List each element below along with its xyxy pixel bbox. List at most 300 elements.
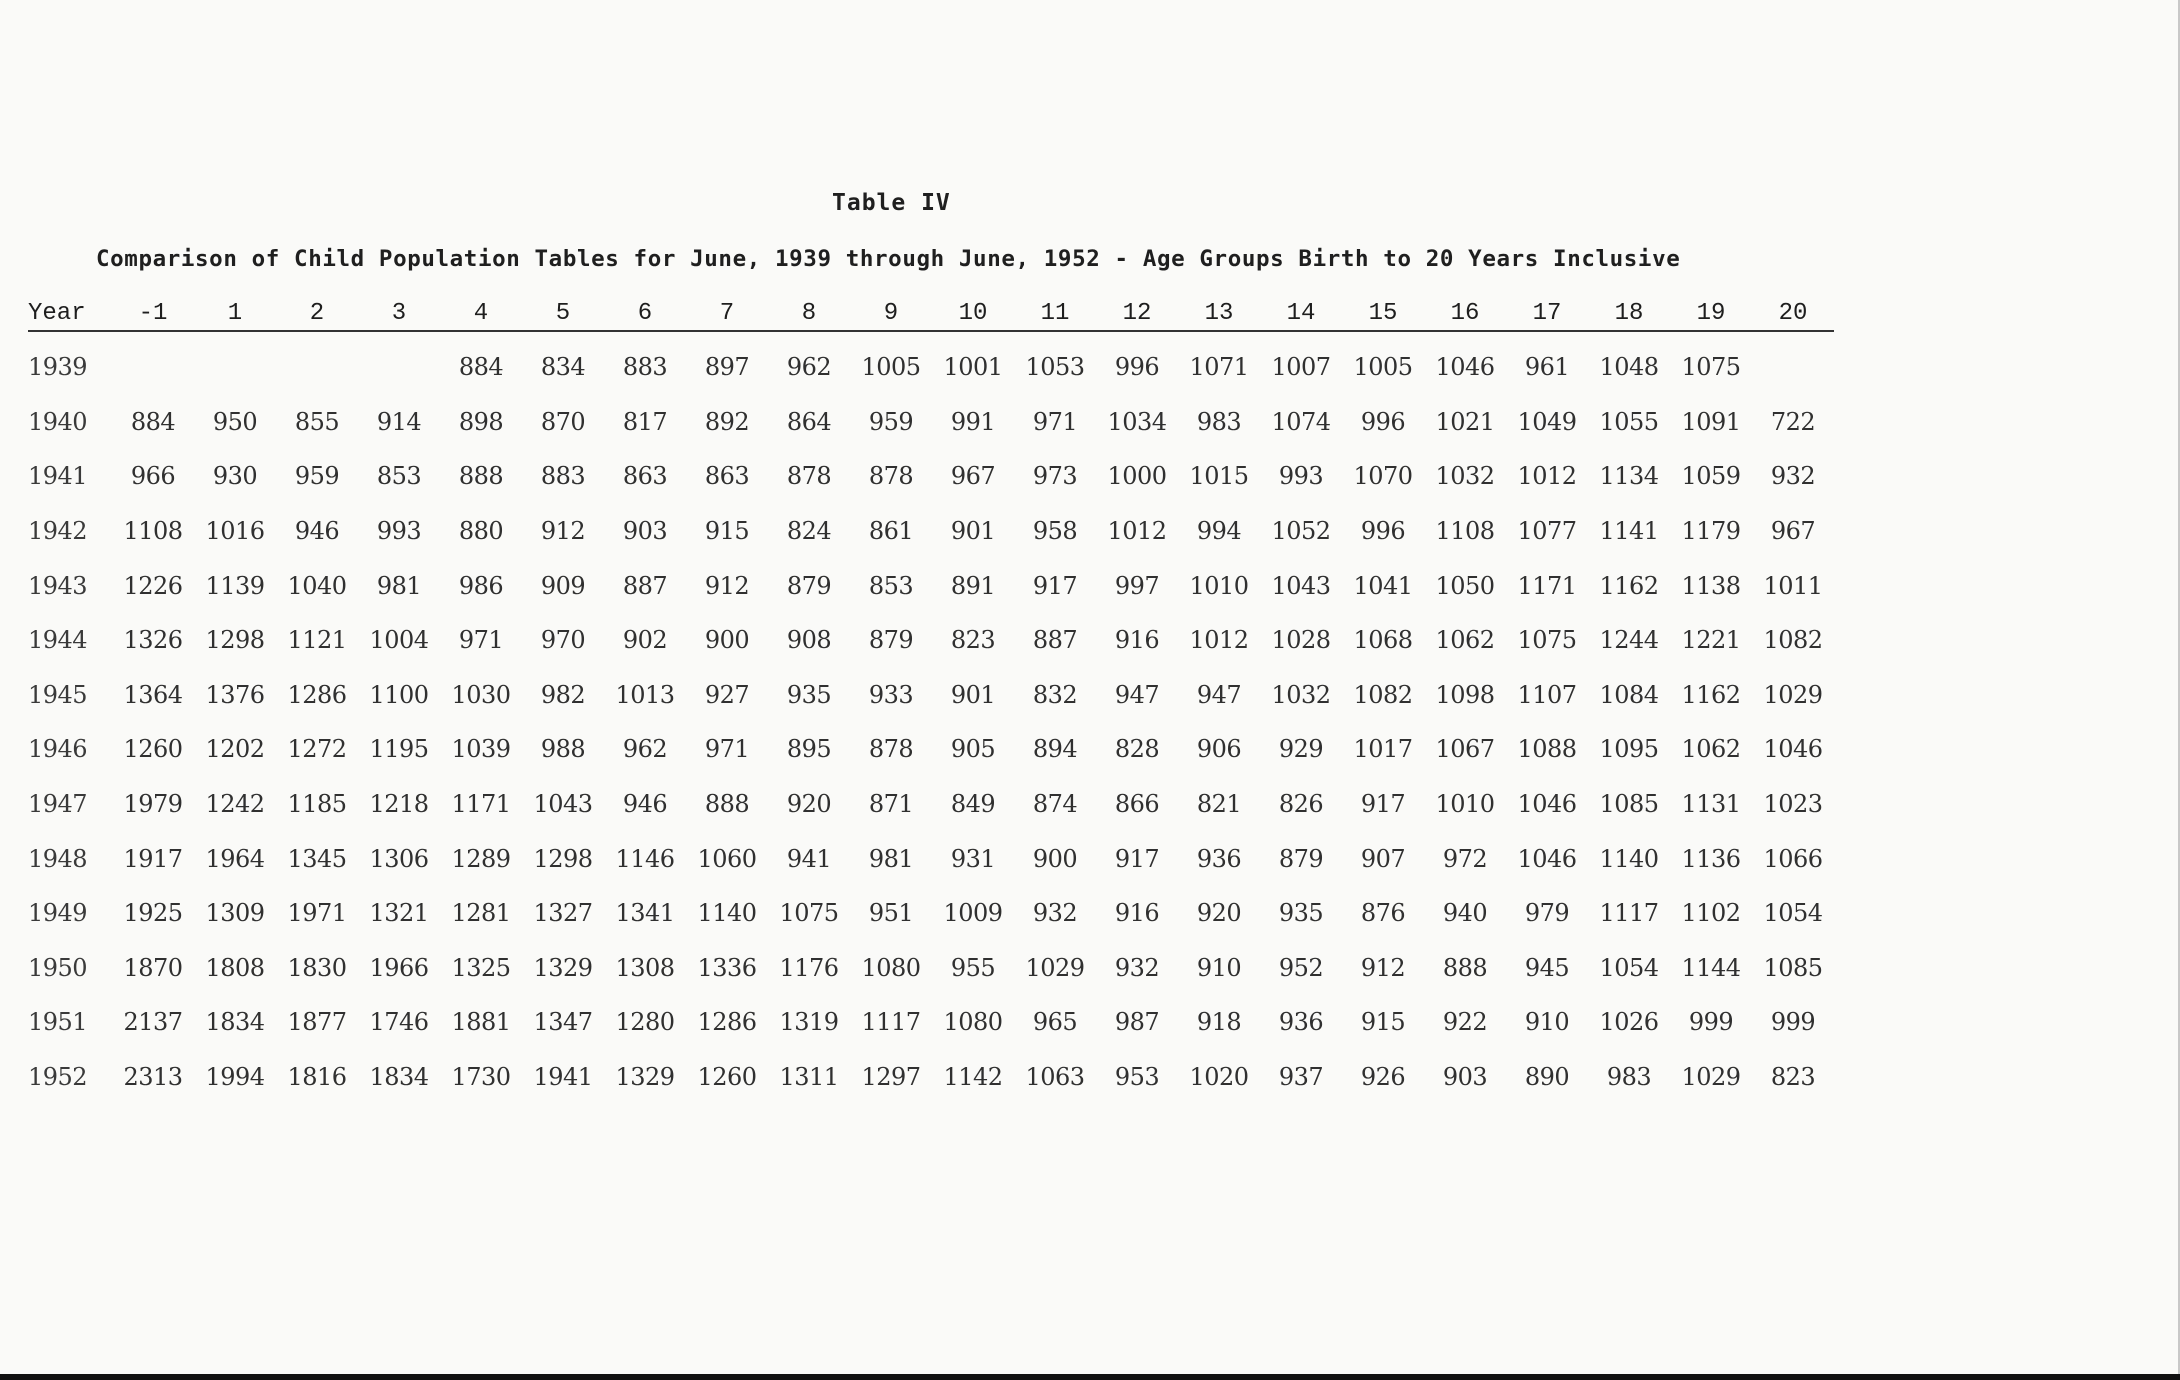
population-cell: 1053 (1025, 353, 1085, 382)
population-cell: 920 (786, 790, 832, 819)
year-cell: 1947 (28, 790, 88, 819)
population-cell: 910 (1524, 1008, 1570, 1037)
population-cell: 922 (1442, 1008, 1488, 1037)
column-header-age: 1 (194, 296, 276, 331)
population-cell: 972 (1442, 844, 1488, 873)
population-cell: 1023 (1763, 790, 1823, 819)
population-cell: 1050 (1435, 571, 1495, 600)
population-cell: 1070 (1353, 462, 1413, 491)
population-cell: 1260 (697, 1063, 757, 1092)
population-cell: 891 (950, 571, 996, 600)
population-cell: 909 (540, 571, 586, 600)
population-cell: 1306 (369, 844, 429, 873)
population-cell: 917 (1114, 844, 1160, 873)
table-row (28, 995, 1834, 1050)
table-row (28, 331, 1834, 395)
population-cell: 1117 (1599, 899, 1659, 928)
population-cell: 722 (1770, 407, 1816, 436)
population-cell: 1030 (451, 680, 511, 709)
population-cell: 897 (704, 353, 750, 382)
population-cell: 884 (458, 353, 504, 382)
population-cell: 1085 (1763, 953, 1823, 982)
population-cell: 1098 (1435, 680, 1495, 709)
population-cell: 901 (950, 517, 996, 546)
population-cell: 824 (786, 517, 832, 546)
year-cell: 1943 (28, 571, 88, 600)
population-cell: 935 (1278, 899, 1324, 928)
population-cell: 933 (868, 680, 914, 709)
population-cell: 915 (1360, 1008, 1406, 1037)
scan-bottom-border (0, 1374, 2180, 1380)
population-cell: 1071 (1189, 353, 1249, 382)
population-cell: 863 (704, 462, 750, 491)
table-row (28, 395, 1834, 450)
population-cell: 1054 (1599, 953, 1659, 982)
population-cell: 932 (1770, 462, 1816, 491)
population-cell: 952 (1278, 953, 1324, 982)
population-cell: 817 (622, 407, 668, 436)
table-body (28, 331, 1834, 1104)
population-cell: 1325 (451, 953, 511, 982)
population-cell: 915 (704, 517, 750, 546)
population-cell: 950 (212, 407, 258, 436)
population-cell: 880 (458, 517, 504, 546)
population-cell: 916 (1114, 899, 1160, 928)
table-row (28, 504, 1834, 559)
population-cell: 1298 (205, 626, 265, 655)
column-header-year: Year (28, 296, 112, 331)
population-cell: 828 (1114, 735, 1160, 764)
population-cell: 1066 (1763, 844, 1823, 873)
population-cell: 1075 (1517, 626, 1577, 655)
population-cell: 1088 (1517, 735, 1577, 764)
column-header-age: 18 (1588, 296, 1670, 331)
population-cell: 1142 (943, 1063, 1003, 1092)
population-cell: 1012 (1517, 462, 1577, 491)
population-cell: 947 (1114, 680, 1160, 709)
table-row (28, 1050, 1834, 1105)
column-header-age: 19 (1670, 296, 1752, 331)
population-cell: 1329 (533, 953, 593, 982)
population-cell: 1046 (1517, 790, 1577, 819)
population-cell: 962 (622, 735, 668, 764)
population-cell: 826 (1278, 790, 1324, 819)
population-cell: 1074 (1271, 407, 1331, 436)
population-cell: 879 (868, 626, 914, 655)
population-cell: 932 (1114, 953, 1160, 982)
table-header-row (28, 296, 1834, 331)
population-cell: 1746 (369, 1008, 429, 1037)
year-cell: 1948 (28, 844, 88, 873)
population-cell: 1059 (1681, 462, 1741, 491)
population-cell: 1877 (287, 1008, 347, 1037)
column-header-age: 13 (1178, 296, 1260, 331)
year-cell: 1946 (28, 735, 88, 764)
population-cell: 1146 (615, 844, 675, 873)
population-cell: 864 (786, 407, 832, 436)
table-row (28, 941, 1834, 996)
population-cell: 983 (1606, 1063, 1652, 1092)
population-cell: 917 (1032, 571, 1078, 600)
population-cell: 967 (950, 462, 996, 491)
population-cell: 1244 (1599, 626, 1659, 655)
population-cell: 936 (1196, 844, 1242, 873)
population-cell: 834 (540, 353, 586, 382)
population-cell: 855 (294, 407, 340, 436)
year-cell: 1942 (28, 517, 88, 546)
population-cell: 918 (1196, 1008, 1242, 1037)
population-cell: 1052 (1271, 517, 1331, 546)
population-cell: 1082 (1353, 680, 1413, 709)
population-cell: 1289 (451, 844, 511, 873)
population-cell: 1075 (1681, 353, 1741, 382)
population-cell: 1012 (1107, 517, 1167, 546)
population-cell: 894 (1032, 735, 1078, 764)
population-cell: 997 (1114, 571, 1160, 600)
population-cell: 1144 (1681, 953, 1741, 982)
population-cell: 1834 (205, 1008, 265, 1037)
population-cell: 1046 (1517, 844, 1577, 873)
population-cell: 1015 (1189, 462, 1249, 491)
population-cell: 951 (868, 899, 914, 928)
population-cell: 1117 (861, 1008, 921, 1037)
population-cell: 930 (212, 462, 258, 491)
population-cell: 1007 (1271, 353, 1331, 382)
population-cell: 1029 (1763, 680, 1823, 709)
population-cell: 849 (950, 790, 996, 819)
population-cell: 1046 (1435, 353, 1495, 382)
table-row (28, 449, 1834, 504)
population-cell: 947 (1196, 680, 1242, 709)
population-cell: 993 (1278, 462, 1324, 491)
population-cell: 986 (458, 571, 504, 600)
column-header-age: 16 (1424, 296, 1506, 331)
population-cell: 1280 (615, 1008, 675, 1037)
population-cell: 1730 (451, 1063, 511, 1092)
population-cell: 959 (868, 407, 914, 436)
population-cell: 1075 (779, 899, 839, 928)
population-cell: 1309 (205, 899, 265, 928)
population-cell: 953 (1114, 1063, 1160, 1092)
population-cell: 1364 (123, 680, 183, 709)
population-table (28, 296, 1834, 1104)
column-header-age: 8 (768, 296, 850, 331)
population-cell: 1017 (1353, 735, 1413, 764)
population-cell: 1966 (369, 953, 429, 982)
population-cell: 853 (868, 571, 914, 600)
population-cell: 1221 (1681, 626, 1741, 655)
population-cell: 1121 (287, 626, 347, 655)
population-cell: 946 (294, 517, 340, 546)
population-cell: 1326 (123, 626, 183, 655)
population-cell: 1108 (1435, 517, 1495, 546)
population-cell: 914 (376, 407, 422, 436)
population-cell: 982 (540, 680, 586, 709)
population-cell: 905 (950, 735, 996, 764)
population-cell: 1063 (1025, 1063, 1085, 1092)
population-cell: 888 (704, 790, 750, 819)
population-cell: 879 (786, 571, 832, 600)
population-cell: 874 (1032, 790, 1078, 819)
population-cell: 1095 (1599, 735, 1659, 764)
population-cell: 993 (376, 517, 422, 546)
population-cell: 903 (622, 517, 668, 546)
population-cell: 1816 (287, 1063, 347, 1092)
table-row (28, 558, 1834, 613)
population-cell: 1179 (1681, 517, 1741, 546)
population-cell: 1994 (205, 1063, 265, 1092)
population-cell: 981 (868, 844, 914, 873)
population-cell: 999 (1770, 1008, 1816, 1037)
population-cell: 883 (622, 353, 668, 382)
population-cell: 878 (786, 462, 832, 491)
population-cell: 1080 (861, 953, 921, 982)
population-cell: 1043 (533, 790, 593, 819)
column-header-age: 4 (440, 296, 522, 331)
population-cell: 996 (1360, 407, 1406, 436)
column-header-age: 6 (604, 296, 686, 331)
population-cell: 1297 (861, 1063, 921, 1092)
population-cell: 935 (786, 680, 832, 709)
population-cell: 870 (540, 407, 586, 436)
population-cell: 863 (622, 462, 668, 491)
population-cell: 1971 (287, 899, 347, 928)
population-cell: 970 (540, 626, 586, 655)
population-cell: 1039 (451, 735, 511, 764)
population-cell: 996 (1114, 353, 1160, 382)
population-cell: 920 (1196, 899, 1242, 928)
population-cell: 878 (868, 735, 914, 764)
population-cell: 1009 (943, 899, 1003, 928)
population-cell: 1881 (451, 1008, 511, 1037)
population-cell: 1012 (1189, 626, 1249, 655)
column-header-age: 17 (1506, 296, 1588, 331)
population-cell: 927 (704, 680, 750, 709)
population-cell: 983 (1196, 407, 1242, 436)
population-cell: 1134 (1599, 462, 1659, 491)
population-cell: 2137 (123, 1008, 183, 1037)
year-cell: 1949 (28, 899, 88, 928)
population-cell: 945 (1524, 953, 1570, 982)
population-cell: 887 (622, 571, 668, 600)
table-row (28, 613, 1834, 668)
population-cell: 1870 (123, 953, 183, 982)
population-cell: 1925 (123, 899, 183, 928)
population-cell: 937 (1278, 1063, 1324, 1092)
population-cell: 1091 (1681, 407, 1741, 436)
population-cell: 832 (1032, 680, 1078, 709)
population-cell: 1084 (1599, 680, 1659, 709)
population-cell: 888 (458, 462, 504, 491)
population-cell: 906 (1196, 735, 1242, 764)
population-cell: 1329 (615, 1063, 675, 1092)
population-cell: 1020 (1189, 1063, 1249, 1092)
table-row (28, 777, 1834, 832)
year-cell: 1951 (28, 1008, 88, 1037)
population-cell: 1185 (287, 790, 347, 819)
population-cell: 1005 (861, 353, 921, 382)
population-cell: 1062 (1435, 626, 1495, 655)
population-cell: 901 (950, 680, 996, 709)
population-cell: 967 (1770, 517, 1816, 546)
population-cell: 861 (868, 517, 914, 546)
population-cell: 876 (1360, 899, 1406, 928)
population-cell: 971 (704, 735, 750, 764)
population-cell: 1834 (369, 1063, 429, 1092)
population-cell: 1032 (1271, 680, 1331, 709)
population-cell: 895 (786, 735, 832, 764)
column-header-age: 7 (686, 296, 768, 331)
population-cell: 1162 (1599, 571, 1659, 600)
population-cell: 1131 (1681, 790, 1741, 819)
population-cell: 979 (1524, 899, 1570, 928)
population-cell: 912 (540, 517, 586, 546)
population-cell: 1000 (1107, 462, 1167, 491)
population-cell: 1028 (1271, 626, 1331, 655)
population-cell: 971 (458, 626, 504, 655)
population-cell: 1341 (615, 899, 675, 928)
population-cell: 1242 (205, 790, 265, 819)
table-label: Table IV (832, 190, 951, 216)
population-cell: 1140 (697, 899, 757, 928)
population-cell: 1808 (205, 953, 265, 982)
population-cell: 1218 (369, 790, 429, 819)
population-cell: 1010 (1435, 790, 1495, 819)
population-cell: 823 (950, 626, 996, 655)
population-cell: 936 (1278, 1008, 1324, 1037)
population-cell: 912 (1360, 953, 1406, 982)
population-cell: 903 (1442, 1063, 1488, 1092)
population-cell (1752, 331, 1834, 395)
column-header-age: 15 (1342, 296, 1424, 331)
population-cell: 929 (1278, 735, 1324, 764)
population-cell: 916 (1114, 626, 1160, 655)
population-cell: 1048 (1599, 353, 1659, 382)
column-header-age: 5 (522, 296, 604, 331)
population-cell: 1108 (123, 517, 183, 546)
population-cell: 917 (1360, 790, 1406, 819)
column-header-age: -1 (112, 296, 194, 331)
population-cell: 1004 (369, 626, 429, 655)
population-cell: 1347 (533, 1008, 593, 1037)
column-header-age: 11 (1014, 296, 1096, 331)
year-cell: 1952 (28, 1063, 88, 1092)
population-cell: 955 (950, 953, 996, 982)
population-cell: 1049 (1517, 407, 1577, 436)
population-cell: 1054 (1763, 899, 1823, 928)
table-row (28, 668, 1834, 723)
population-cell: 1021 (1435, 407, 1495, 436)
population-cell: 994 (1196, 517, 1242, 546)
population-cell: 1138 (1681, 571, 1741, 600)
population-cell: 1011 (1763, 571, 1823, 600)
population-cell: 1107 (1517, 680, 1577, 709)
population-cell: 1941 (533, 1063, 593, 1092)
population-cell: 1376 (205, 680, 265, 709)
population-cell: 987 (1114, 1008, 1160, 1037)
population-cell: 1260 (123, 735, 183, 764)
population-cell: 1029 (1025, 953, 1085, 982)
population-cell: 1308 (615, 953, 675, 982)
population-cell: 1029 (1681, 1063, 1741, 1092)
population-cell: 1319 (779, 1008, 839, 1037)
column-header-age: 3 (358, 296, 440, 331)
population-cell: 892 (704, 407, 750, 436)
population-cell: 1336 (697, 953, 757, 982)
population-cell: 941 (786, 844, 832, 873)
population-cell: 1043 (1271, 571, 1331, 600)
population-cell: 1046 (1763, 735, 1823, 764)
population-cell (276, 331, 358, 395)
year-cell: 1940 (28, 407, 88, 436)
population-cell: 996 (1360, 517, 1406, 546)
year-cell: 1945 (28, 680, 88, 709)
population-cell: 1281 (451, 899, 511, 928)
population-cell: 1001 (943, 353, 1003, 382)
population-cell: 1016 (205, 517, 265, 546)
population-cell (194, 331, 276, 395)
population-cell (112, 331, 194, 395)
population-cell: 1272 (287, 735, 347, 764)
population-cell: 991 (950, 407, 996, 436)
population-cell: 871 (868, 790, 914, 819)
population-cell: 907 (1360, 844, 1406, 873)
population-cell: 1102 (1681, 899, 1741, 928)
population-cell: 961 (1524, 353, 1570, 382)
year-cell: 1939 (28, 353, 88, 382)
population-cell: 1010 (1189, 571, 1249, 600)
year-cell: 1941 (28, 462, 88, 491)
population-cell: 890 (1524, 1063, 1570, 1092)
population-cell: 965 (1032, 1008, 1078, 1037)
column-header-age: 10 (932, 296, 1014, 331)
population-cell: 888 (1442, 953, 1488, 982)
population-cell: 1041 (1353, 571, 1413, 600)
population-cell: 1162 (1681, 680, 1741, 709)
population-cell: 981 (376, 571, 422, 600)
population-cell: 1202 (205, 735, 265, 764)
column-header-age: 2 (276, 296, 358, 331)
column-header-age: 14 (1260, 296, 1342, 331)
population-cell: 940 (1442, 899, 1488, 928)
population-cell: 1176 (779, 953, 839, 982)
population-cell: 1013 (615, 680, 675, 709)
population-cell: 912 (704, 571, 750, 600)
population-cell: 2313 (123, 1063, 183, 1092)
population-cell: 887 (1032, 626, 1078, 655)
population-cell: 823 (1770, 1063, 1816, 1092)
population-cell: 966 (130, 462, 176, 491)
population-cell: 1140 (1599, 844, 1659, 873)
population-cell: 1321 (369, 899, 429, 928)
population-cell: 1195 (369, 735, 429, 764)
column-header-age: 20 (1752, 296, 1834, 331)
population-cell: 1964 (205, 844, 265, 873)
population-cell: 926 (1360, 1063, 1406, 1092)
population-cell: 879 (1278, 844, 1324, 873)
population-cell: 900 (704, 626, 750, 655)
table-row (28, 722, 1834, 777)
population-cell: 971 (1032, 407, 1078, 436)
population-cell: 1040 (287, 571, 347, 600)
population-cell: 878 (868, 462, 914, 491)
population-cell: 1298 (533, 844, 593, 873)
population-cell: 908 (786, 626, 832, 655)
table-caption: Comparison of Child Population Tables for June, 1939 through June, 1952 - Age Groups Birth to 20 Years Inclusive (96, 246, 1681, 272)
table-row (28, 886, 1834, 941)
population-cell: 821 (1196, 790, 1242, 819)
table-row (28, 831, 1834, 886)
